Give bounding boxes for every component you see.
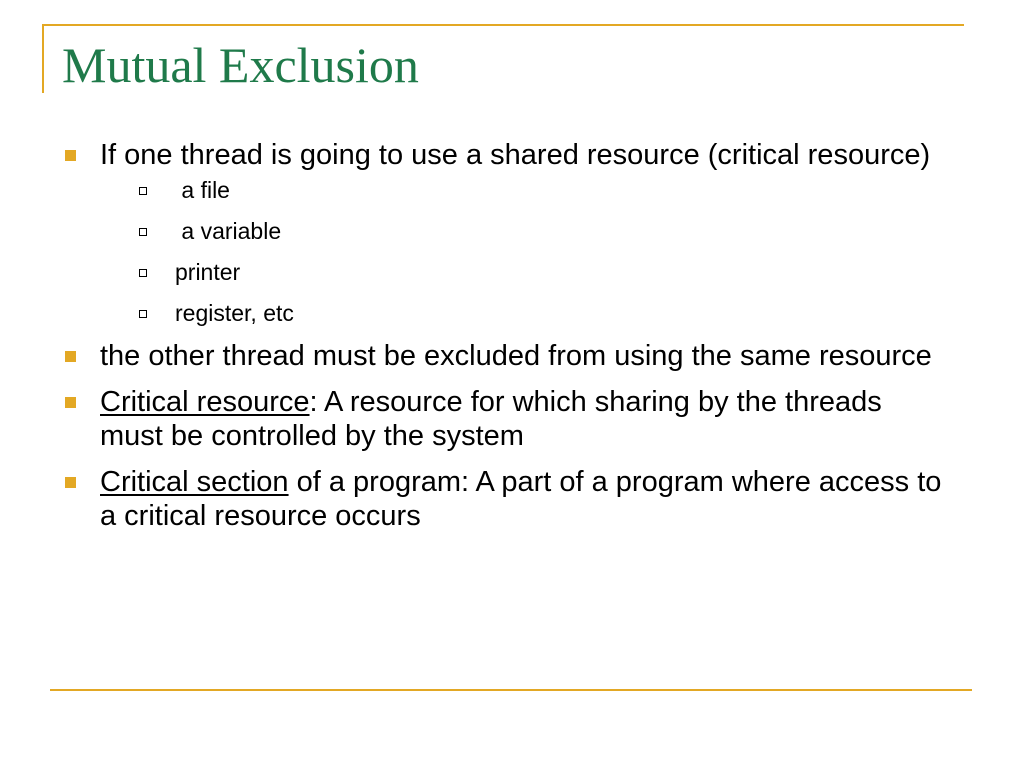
sub-item-text: a variable [175,218,282,244]
term-critical-section: Critical section [100,466,289,498]
sub-item-text: printer [175,259,241,285]
bullet-item [62,138,942,327]
bullet-text: If one thread is going to use a shared resource (critical resource) [100,139,931,171]
term-critical-resource: Critical resource [100,386,310,418]
sub-item [100,177,942,204]
bullet-item [62,339,942,373]
bullet-text: of a program: A part of a program where access to a critical resource occurs [100,466,950,532]
sub-item-text: register, etc [175,300,294,326]
sub-list [100,177,942,327]
slide-content [62,138,950,545]
bullet-item [62,465,950,533]
left-rule [42,24,44,93]
hollow-square-icon [139,187,147,195]
bullet-text: : A resource for which sharing by the threads must be controlled by the system [100,386,882,452]
square-bullet-icon [65,397,76,408]
bottom-rule [50,689,972,691]
square-bullet-icon [65,150,76,161]
sub-item [100,218,942,245]
hollow-square-icon [139,269,147,277]
sub-item [100,300,942,327]
sub-item [100,259,942,286]
bullet-item [62,385,942,453]
square-bullet-icon [65,351,76,362]
hollow-square-icon [139,228,147,236]
sub-item-text: a file [175,177,230,203]
hollow-square-icon [139,310,147,318]
bullet-text: the other thread must be excluded from using the same resource [100,340,932,372]
top-rule [42,24,964,26]
slide-title: Mutual Exclusion [62,37,419,93]
square-bullet-icon [65,477,76,488]
